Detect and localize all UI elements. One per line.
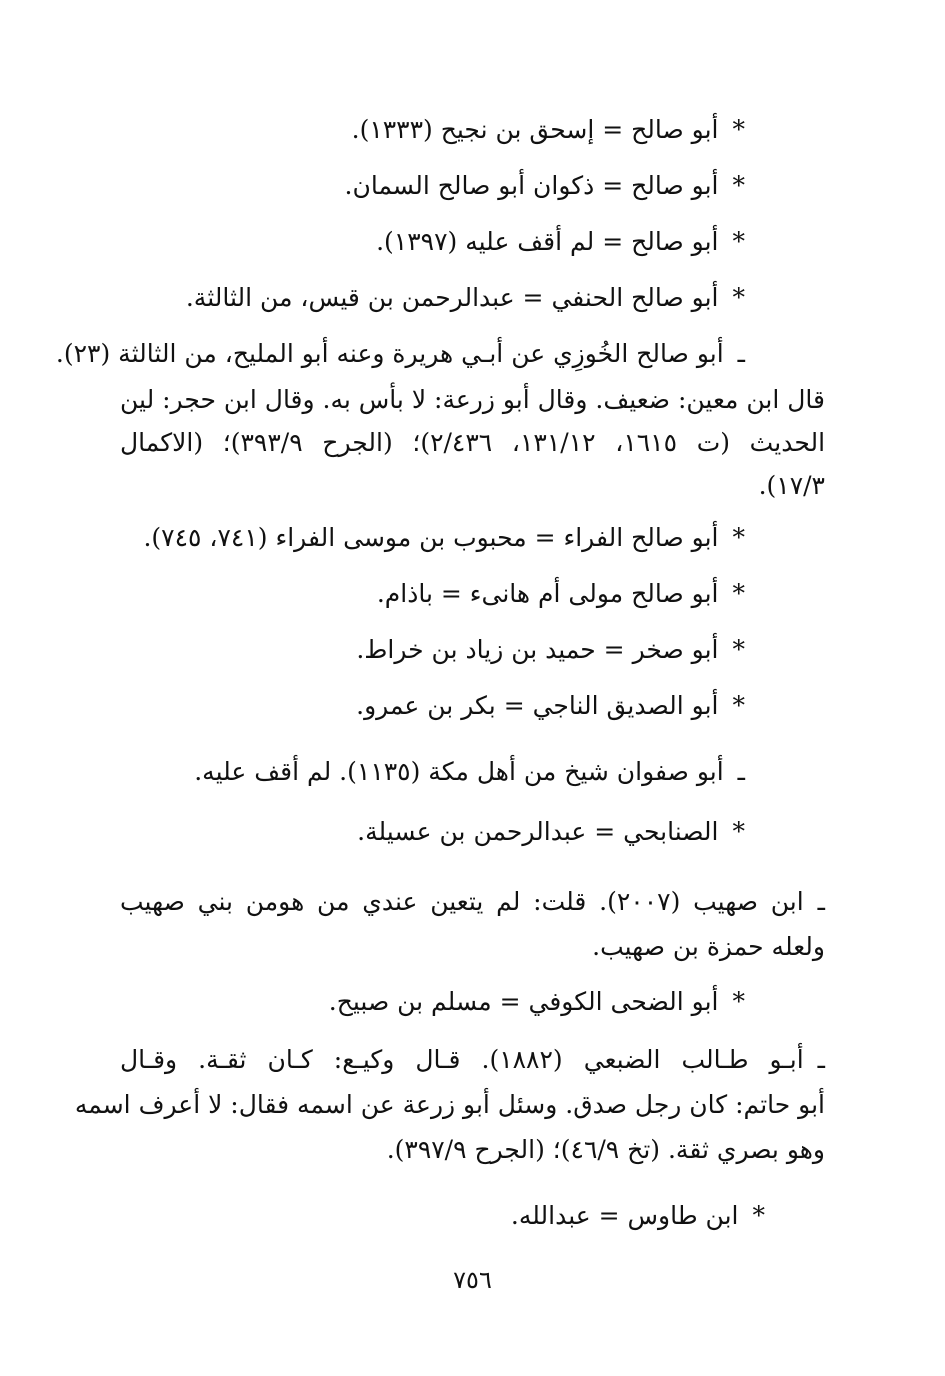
entry-continuation — [120, 380, 825, 420]
entry-abu-salih-dhakwan — [345, 166, 745, 206]
entry-text: أبو صخر = حميد بن زياد بن خراط. — [356, 635, 719, 664]
entry-text: أبو حاتم: كان رجل صدق. وسئل أبو زرعة عن اسمه فقال: لا أعرف اسمه — [74, 1090, 825, 1119]
entry-bullet: * — [732, 691, 745, 720]
entry-dash: ـ — [817, 887, 825, 916]
entry-abu-salih-unknown — [376, 222, 745, 262]
entry-dash: ـ — [817, 1045, 825, 1074]
entry-text: أبو صالح الفراء = محبوب بن موسى الفراء (٧٤١، ٧٤٥). — [143, 523, 719, 552]
entry-abu-al-duha — [329, 982, 745, 1022]
entry-bullet: * — [752, 1201, 765, 1230]
entry-dash: ـ — [737, 757, 745, 786]
entry-text: أبو الصديق الناجي = بكر بن عمرو. — [356, 691, 719, 720]
entry-text: أبو صالح الحنفي = عبدالرحمن بن قيس، من الثالثة. — [185, 283, 719, 312]
entry-continuation — [120, 466, 825, 506]
entry-ibn-suhayb — [120, 882, 825, 922]
entry-bullet: * — [732, 817, 745, 846]
entry-bullet: * — [732, 987, 745, 1016]
entry-abu-salih-farra — [143, 518, 745, 558]
entry-bullet: * — [732, 283, 745, 312]
entry-text: أبو صالح الخُوزِي عن أبـي هريرة وعنه أبو المليح، من الثالثة (٢٣). — [55, 339, 724, 368]
entry-al-sunabihi — [357, 812, 745, 852]
entry-continuation — [120, 1130, 825, 1170]
entry-abu-salih-ishaq — [352, 110, 745, 150]
entry-text: وهو بصري ثقة. (تخ ٤٦/٩)؛ (الجرح ٣٩٧/٩). — [386, 1135, 825, 1164]
entry-text: قال ابن معين: ضعيف. وقال أبو زرعة: لا بأس به. وقال ابن حجر: لين — [120, 385, 825, 414]
entry-text: أبو صفوان شيخ من أهل مكة (١١٣٥). لم أقف عليه. — [194, 757, 724, 786]
entry-text: أبو صالح مولى أم هانىء = باذام. — [376, 579, 719, 608]
entry-dash: ـ — [737, 339, 745, 368]
entry-abu-salih-hanafi — [186, 278, 745, 318]
entry-bullet: * — [732, 635, 745, 664]
entry-continuation — [120, 423, 825, 463]
entry-bullet: * — [732, 227, 745, 256]
page-number: ٧٥٦ — [453, 1266, 492, 1294]
entry-bullet: * — [732, 523, 745, 552]
entry-text: أبو صالح = إسحق بن نجيح (١٣٣٣). — [351, 115, 719, 144]
entry-ibn-tawus — [511, 1196, 765, 1236]
entry-abu-al-siddiq — [356, 686, 745, 726]
entry-continuation — [74, 1085, 825, 1125]
entry-abu-sakhr — [356, 630, 745, 670]
entry-text: ابن طاوس = عبدالله. — [510, 1201, 739, 1230]
entry-text: ١٧/٣). — [758, 471, 825, 500]
entry-text: أبو الضحى الكوفي = مسلم بن صبيح. — [328, 987, 719, 1016]
entry-bullet: * — [732, 115, 745, 144]
entry-bullet: * — [732, 579, 745, 608]
entry-continuation — [120, 927, 825, 967]
entry-abu-safwan — [194, 752, 745, 792]
entry-text: أبو صالح = لم أقف عليه (١٣٩٧). — [376, 227, 719, 256]
entry-text: الحديث (ت ١٦١٥، ١٣١/١٢، ٢/٤٣٦)؛ (الجرح ٣٩٣/٩)؛ (الاكمال — [120, 428, 826, 457]
entry-abu-salih-mawla — [377, 574, 745, 614]
entry-text: أبـو طـالب الضبعي (١٨٨٢). قـال وكيـع: كـان ثقـة. وقـال — [120, 1045, 804, 1074]
entry-bullet: * — [732, 171, 745, 200]
entry-text: الصنابحي = عبدالرحمن بن عسيلة. — [357, 817, 719, 846]
entry-text: أبو صالح = ذكوان أبو صالح السمان. — [344, 171, 719, 200]
entry-abu-talib-al-dubai — [120, 1040, 825, 1080]
entry-abu-salih-khuzi — [56, 334, 745, 374]
entry-text: ولعله حمزة بن صهيب. — [592, 932, 825, 961]
entry-text: ابن صهيب (٢٠٠٧). قلت: لم يتعين عندي من هومن بني صهيب — [120, 887, 804, 916]
